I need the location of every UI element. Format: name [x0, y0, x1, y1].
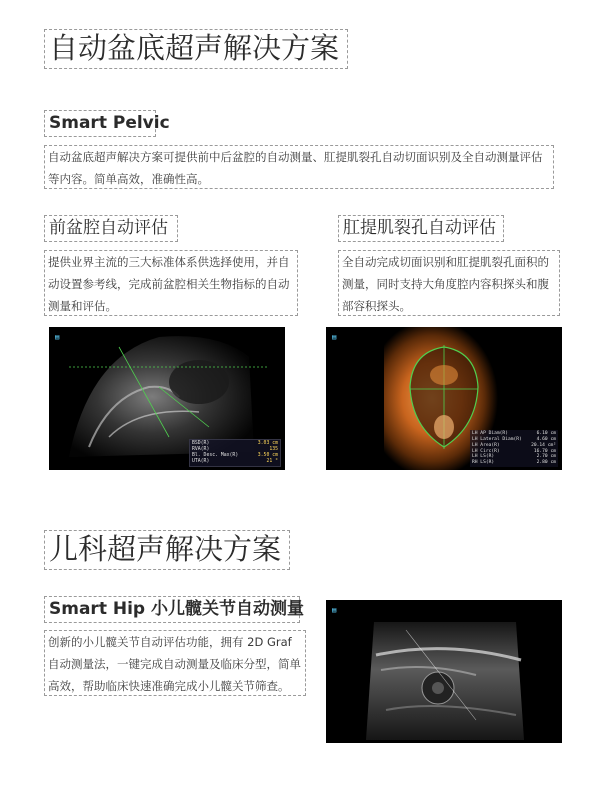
section-desc-box: [44, 145, 554, 189]
overlay-row: UTA(R) 21 °: [192, 459, 278, 464]
section2-title-box: [44, 530, 290, 570]
overlay-row: LH AP Diam(R) 6.10 cm: [472, 431, 556, 437]
ultrasound-image-hip: [326, 600, 562, 743]
section-desc: 自动盆底超声解决方案可提供前中后盆腔的自动测量、肛提肌裂孔自动切面识别及全自动测量评估等内容。简单高效，准确性高。: [48, 150, 543, 186]
overlay-row: LH Circ(R) 16.70 cm: [472, 448, 556, 454]
right-title-box: [338, 215, 504, 242]
subtitle: Smart Pelvic: [49, 113, 170, 133]
subtitle-box: [44, 110, 170, 137]
left-title-box: [44, 215, 178, 242]
section2-title: 儿科超声解决方案: [49, 532, 282, 566]
right-title: 肛提肌裂孔自动评估: [343, 218, 496, 238]
section2-desc-box: [44, 630, 306, 696]
left-desc-box: [44, 250, 298, 316]
measurement-overlay-anterior: [189, 439, 281, 467]
overlay-row: RH LS(R) 2.80 cm: [472, 460, 556, 466]
svg-text:▤: ▤: [332, 333, 337, 341]
overlay-row: Bl. Desc. Max(R) 3.50 cm: [192, 453, 278, 458]
overlay-row: LH Lateral Diam(R) 4.60 cm: [472, 437, 556, 443]
overlay-row: RVA(R) 135: [192, 447, 278, 452]
svg-text:▤: ▤: [332, 606, 337, 614]
left-desc: 提供业界主流的三大标准体系供选择使用，并自动设置参考线，完成前盆腔相关生物指标的自动测量和评估。: [48, 255, 290, 313]
section-title: 自动盆底超声解决方案: [49, 31, 340, 65]
right-desc-box: [338, 250, 560, 316]
section2-subtitle-box: [44, 596, 304, 623]
measurement-overlay-hiatus: [470, 430, 558, 467]
section2-subtitle: Smart Hip 小儿髋关节自动测量: [49, 599, 304, 619]
overlay-row: LH LS(R) 2.70 cm: [472, 454, 556, 460]
ultrasound-image-anterior: [49, 327, 285, 470]
overlay-row: LH Area(R) 20.14 cm²: [472, 442, 556, 448]
right-desc: 全自动完成切面识别和肛提肌裂孔面积的测量，同时支持大角度腔内容积探头和腹部容积探头。: [342, 255, 549, 313]
left-title: 前盆腔自动评估: [49, 218, 168, 238]
section2-desc: 创新的小儿髋关节自动评估功能，拥有 2D Graf 自动测量法，一键完成自动测量及临床分型，简单高效，帮助临床快速准确完成小儿髋关节筛查。: [48, 635, 301, 693]
overlay-row: BSD(R) 3.03 cm: [192, 441, 278, 446]
ultrasound-image-hiatus: [326, 327, 562, 470]
section-title-box: [44, 29, 348, 69]
svg-text:▤: ▤: [55, 333, 60, 341]
